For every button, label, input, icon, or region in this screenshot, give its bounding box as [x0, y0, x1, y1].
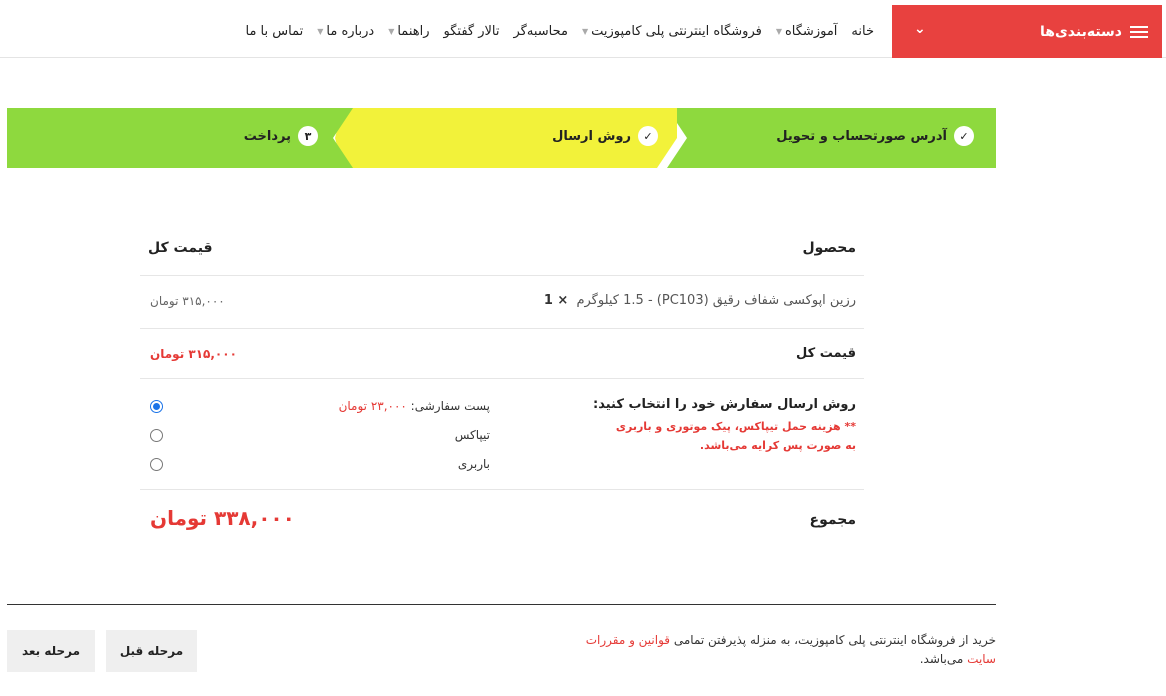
nav-item[interactable]: [582, 24, 762, 39]
caret-down-icon: ▼: [581, 27, 589, 36]
nav-item[interactable]: [317, 24, 374, 39]
step-label: آدرس صورتحساب و تحویل: [776, 128, 947, 144]
check-icon: ✓: [638, 126, 658, 146]
nav-item-label: آموزشگاه: [784, 24, 838, 39]
shipping-option-post[interactable]: [150, 397, 490, 417]
shipping-option-freight[interactable]: [150, 455, 490, 475]
subtotal-label: قیمت کل: [796, 346, 856, 361]
step-number: ۳: [298, 126, 318, 146]
product-name: رزین اپوکسی شفاف رقیق (PC103) - 1.5 کیلوگرم × 1: [543, 293, 856, 308]
option-label: تیپاکس: [454, 428, 490, 442]
chevron-down-icon: ⌄: [914, 21, 926, 37]
nav-item-label: راهنما: [397, 24, 430, 39]
caret-down-icon: ▼: [317, 27, 324, 36]
total-row: [140, 490, 864, 552]
step-billing-address[interactable]: [776, 126, 974, 146]
subtotal-value: ۳۱۵,۰۰۰ تومان: [150, 347, 237, 361]
step-label: پرداخت: [243, 128, 291, 144]
nav-item-label: درباره ما: [326, 24, 375, 39]
step-shipping-method[interactable]: [552, 126, 658, 146]
nav-item[interactable]: [514, 24, 568, 39]
product-price: ۳۱۵,۰۰۰ تومان: [150, 294, 225, 308]
radio-freight[interactable]: [150, 458, 163, 471]
radio-post[interactable]: [150, 400, 163, 413]
divider: [7, 604, 996, 605]
option-price: ۲۳,۰۰۰ تومان: [338, 399, 407, 413]
checkout-steps: [7, 108, 996, 168]
step-payment[interactable]: [244, 126, 318, 146]
hamburger-icon: [1130, 23, 1148, 41]
step-label: روش ارسال: [552, 128, 631, 144]
column-product: محصول: [802, 240, 856, 256]
nav-item-label: خانه: [851, 24, 874, 39]
option-label: پست سفارشی:: [406, 399, 490, 413]
total-label: مجموع: [809, 512, 856, 528]
radio-tipax[interactable]: [150, 429, 163, 442]
shipping-title: روش ارسال سفارش خود را انتخاب کنید:: [593, 397, 856, 412]
caret-down-icon: ▼: [388, 27, 395, 36]
nav-item[interactable]: [851, 24, 874, 39]
nav-item[interactable]: [388, 24, 429, 39]
column-total: قیمت کل: [148, 240, 213, 256]
nav-item[interactable]: [444, 24, 500, 39]
next-step-button[interactable]: مرحله بعد: [7, 630, 95, 672]
previous-step-button[interactable]: مرحله قبل: [106, 630, 197, 672]
option-label: باربری: [457, 457, 490, 471]
check-icon: ✓: [954, 126, 974, 146]
nav-item-label: تماس با ما: [245, 24, 304, 39]
subtotal-row: [140, 329, 864, 379]
nav-item-label: محاسبه‌گر: [513, 24, 568, 39]
nav-item[interactable]: [776, 24, 838, 39]
table-header: [140, 228, 864, 276]
product-quantity: × 1: [543, 293, 569, 308]
terms-link[interactable]: قوانین و مقررات سایت: [585, 633, 996, 666]
main-nav: [246, 5, 875, 58]
nav-item-label: فروشگاه اینترنتی پلی کامپوزیت: [591, 24, 762, 39]
shipping-row: [140, 379, 864, 490]
order-review: [140, 228, 864, 552]
top-navbar: [0, 5, 1166, 58]
shipping-note: ** هزینه حمل تیپاکس، پیک موتوری و باربری به صورت پس کرایه می‌باشد.: [615, 420, 856, 452]
terms-notice: خرید از فروشگاه اینترنتی پلی کامپوزیت، به منزله پذیرفتن تمامی قوانین و مقررات سایت می‌باشد.: [585, 633, 996, 666]
total-value: ۳۳۸,۰۰۰ تومان: [150, 506, 295, 530]
nav-item-label: تالار گفتگو: [443, 24, 500, 39]
table-row: [140, 276, 864, 329]
nav-item[interactable]: [246, 24, 304, 39]
categories-menu-button[interactable]: [892, 5, 1162, 58]
categories-label: دسته‌بندی‌ها: [1039, 23, 1122, 40]
shipping-option-tipax[interactable]: [150, 426, 490, 446]
caret-down-icon: ▼: [775, 27, 782, 36]
